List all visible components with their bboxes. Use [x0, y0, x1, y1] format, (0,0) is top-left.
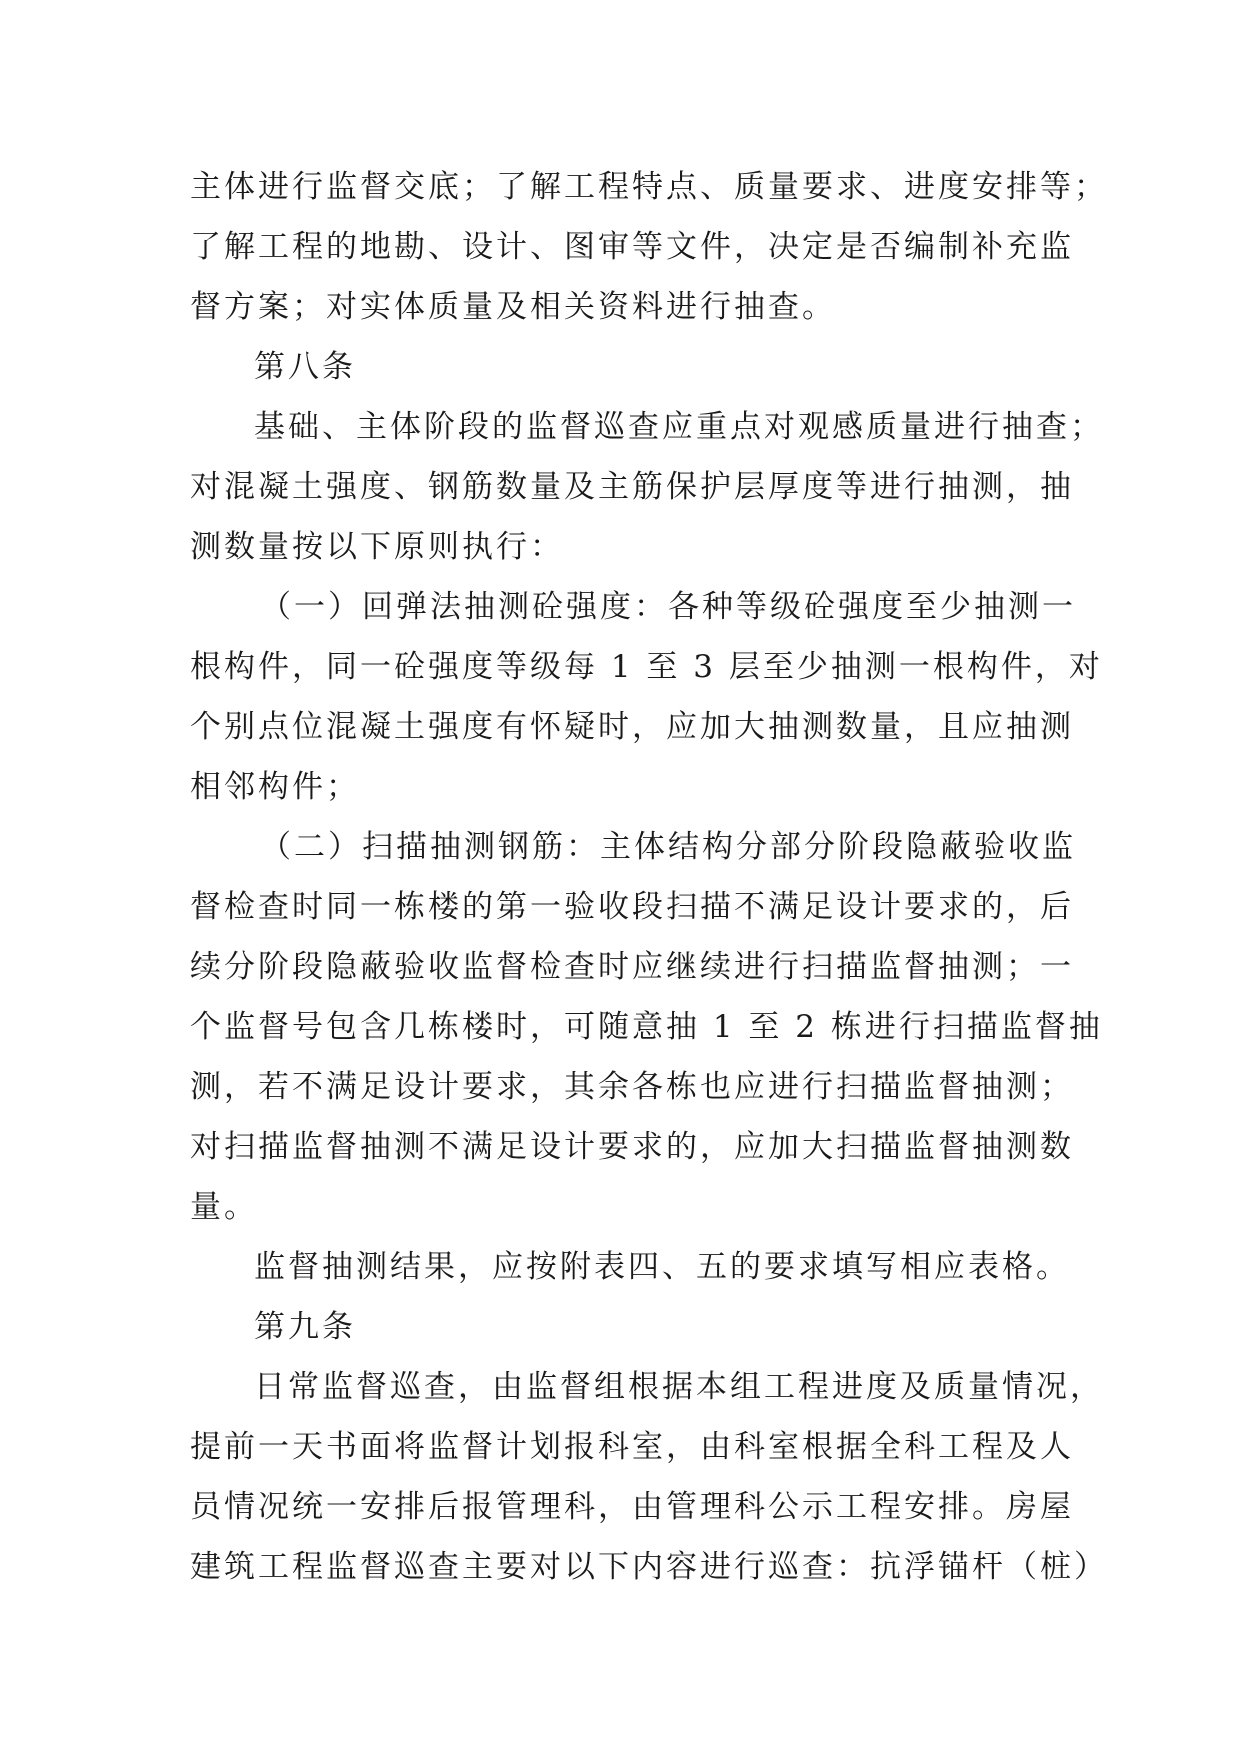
text-line: 了解工程的地勘、设计、图审等文件，决定是否编制补充监	[190, 229, 1074, 265]
text-line: 量。	[190, 1189, 258, 1225]
text-line: 对扫描监督抽测不满足设计要求的，应加大扫描监督抽测数	[190, 1129, 1074, 1165]
text-line: 员情况统一安排后报管理科，由管理科公示工程安排。房屋	[190, 1489, 1074, 1525]
text-line: 主体进行监督交底；了解工程特点、质量要求、进度安排等；	[190, 169, 1108, 205]
text-line: 提前一天书面将监督计划报科室，由科室根据全科工程及人	[190, 1429, 1074, 1465]
article-heading-9: 第九条	[254, 1309, 356, 1345]
text-line: 个别点位混凝土强度有怀疑时，应加大抽测数量，且应抽测	[190, 709, 1074, 745]
text-line: 对混凝土强度、钢筋数量及主筋保护层厚度等进行抽测，抽	[190, 469, 1074, 505]
document-body	[190, 157, 1108, 1597]
list-item-1: （一）回弹法抽测砼强度：各种等级砼强度至少抽测一	[260, 589, 1076, 625]
text-line: 相邻构件；	[190, 769, 360, 805]
text-line: 建筑工程监督巡查主要对以下内容进行巡查：抗浮锚杆（桩）	[190, 1549, 1108, 1585]
list-item-2: （二）扫描抽测钢筋：主体结构分部分阶段隐蔽验收监	[260, 829, 1076, 865]
text-line: 监督抽测结果，应按附表四、五的要求填写相应表格。	[254, 1249, 1070, 1285]
text-line: 测数量按以下原则执行：	[190, 529, 564, 565]
text-line: 个监督号包含几栋楼时，可随意抽 1 至 2 栋进行扫描监督抽	[190, 1009, 1103, 1045]
text-line: 根构件，同一砼强度等级每 1 至 3 层至少抽测一根构件，对	[190, 649, 1103, 685]
text-line: 测，若不满足设计要求，其余各栋也应进行扫描监督抽测；	[190, 1069, 1074, 1105]
article-heading-8: 第八条	[254, 349, 356, 385]
text-line: 基础、主体阶段的监督巡查应重点对观感质量进行抽查；	[254, 409, 1104, 445]
text-line: 续分阶段隐蔽验收监督检查时应继续进行扫描监督抽测；一	[190, 949, 1074, 985]
text-line: 督方案；对实体质量及相关资料进行抽查。	[190, 289, 836, 325]
text-line: 日常监督巡查，由监督组根据本组工程进度及质量情况，	[254, 1369, 1104, 1405]
text-line: 督检查时同一栋楼的第一验收段扫描不满足设计要求的，后	[190, 889, 1074, 925]
